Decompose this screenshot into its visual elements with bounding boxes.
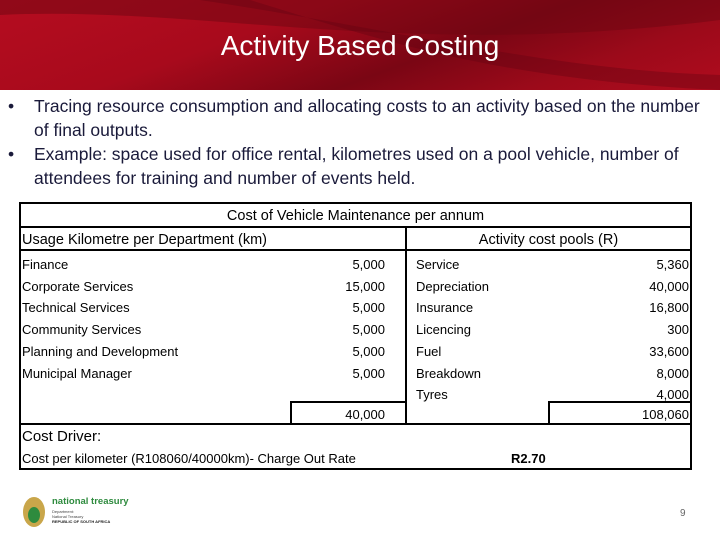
department-km: 5,000 bbox=[352, 322, 385, 338]
bullet-icon: • bbox=[8, 144, 15, 164]
slide-title: Activity Based Costing bbox=[220, 30, 500, 61]
bullet-text: Tracing resource consumption and allocating costs to an activity based on the number of final outputs. bbox=[34, 96, 700, 140]
cost-pool-name: Depreciation bbox=[416, 278, 489, 294]
department-name: Planning and Development bbox=[22, 343, 179, 359]
cost-pool-amount: 5,360 bbox=[656, 257, 689, 272]
cost-per-km-value: R2.70 bbox=[511, 451, 546, 466]
svg-text:national treasury: national treasury bbox=[52, 496, 129, 507]
department-km: 5,000 bbox=[352, 257, 385, 272]
bullet-text: Example: space used for office rental, kilometres used on a pool vehicle, number of attendees for training and number of events held. bbox=[34, 144, 679, 188]
cost-pool-name: Fuel bbox=[416, 343, 442, 359]
page-number: 9 bbox=[680, 508, 686, 519]
svg-text:Department:: Department: bbox=[52, 509, 75, 514]
cost-pool-amount: 8,000 bbox=[656, 365, 689, 381]
table-title: Cost of Vehicle Maintenance per annum bbox=[226, 208, 485, 224]
bullet-item bbox=[8, 94, 708, 142]
svg-text:REPUBLIC OF SOUTH AFRICA: REPUBLIC OF SOUTH AFRICA bbox=[52, 519, 111, 524]
right-header: Activity cost pools (R) bbox=[478, 232, 619, 248]
cost-pool-name: Breakdown bbox=[416, 365, 482, 381]
department-km: 5,000 bbox=[352, 343, 385, 359]
department-km: 5,000 bbox=[352, 365, 385, 381]
bullet-item bbox=[8, 142, 708, 190]
department-name: Technical Services bbox=[22, 300, 130, 316]
svg-text:National Treasury: National Treasury bbox=[52, 514, 84, 519]
department-name: Municipal Manager bbox=[22, 365, 132, 381]
cost-per-km-label: Cost per kilometer (R108060/40000km)- Charge Out Rate bbox=[22, 451, 356, 466]
title-banner bbox=[0, 0, 720, 90]
left-header: Usage Kilometre per Department (km) bbox=[22, 232, 267, 248]
cost-pool-name: Tyres bbox=[416, 387, 448, 403]
cost-pool-name: Insurance bbox=[416, 300, 474, 316]
cost-pool-amount: 40,000 bbox=[649, 278, 689, 294]
cost-pool-amount: 16,800 bbox=[649, 300, 689, 316]
cost-pool-amount: 33,600 bbox=[649, 343, 689, 359]
cost-driver-label: Cost Driver: bbox=[22, 428, 102, 445]
national-treasury-logo bbox=[20, 490, 140, 535]
department-name: Finance bbox=[22, 257, 69, 272]
cost-pool-amount: 300 bbox=[667, 322, 689, 338]
cost-pool-name: Service bbox=[416, 257, 460, 272]
vehicle-cost-table bbox=[19, 202, 692, 470]
department-name: Corporate Services bbox=[22, 278, 134, 294]
department-name: Community Services bbox=[22, 322, 142, 338]
km-total: 40,000 bbox=[345, 407, 385, 422]
coat-of-arms-icon bbox=[20, 490, 140, 530]
cost-pool-amount: 4,000 bbox=[656, 387, 689, 403]
bullet-icon: • bbox=[8, 96, 15, 116]
pool-total: 108,060 bbox=[642, 407, 689, 422]
department-km: 15,000 bbox=[345, 278, 385, 294]
bullet-list bbox=[8, 94, 708, 190]
cost-pool-name: Licencing bbox=[416, 322, 471, 338]
department-km: 5,000 bbox=[352, 300, 385, 316]
